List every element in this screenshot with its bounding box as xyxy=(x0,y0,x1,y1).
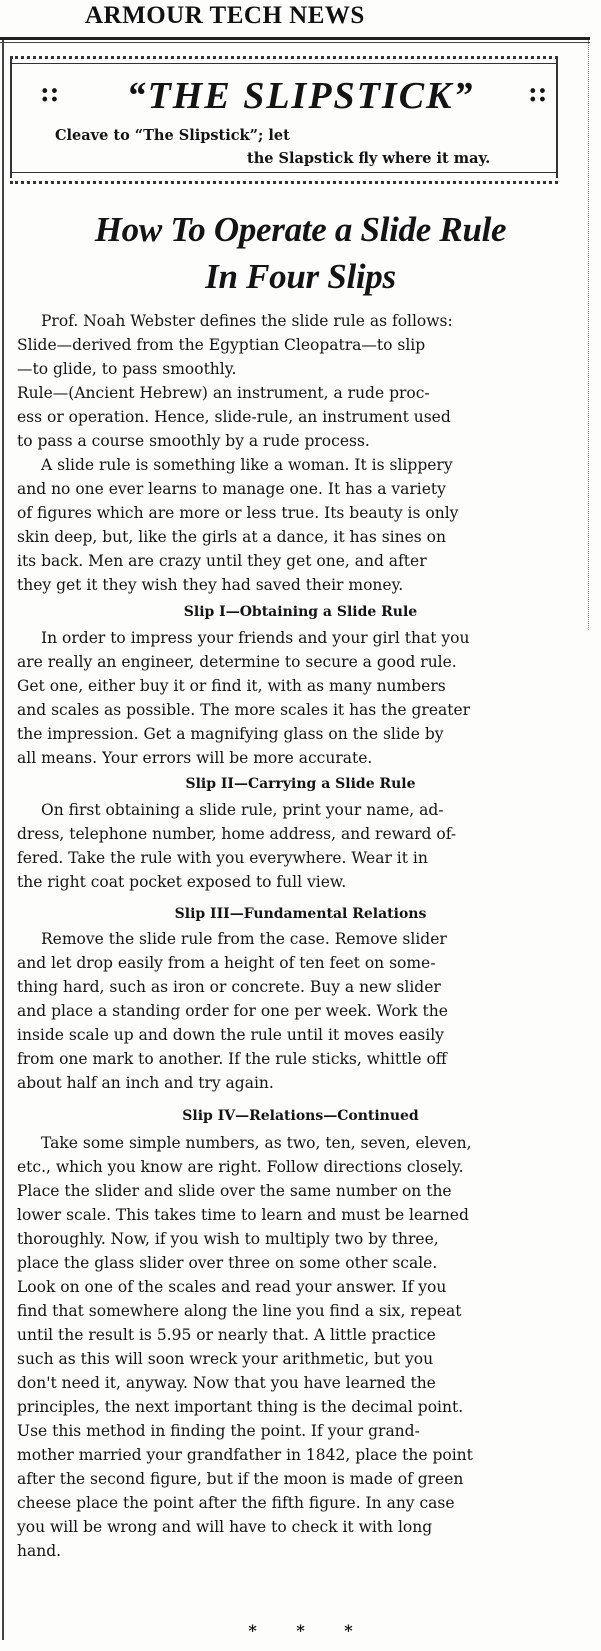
masthead: ARMOUR TECH NEWS xyxy=(85,2,365,29)
article-line: of figures which are more or less true. Its beauty is only xyxy=(17,504,459,522)
article-line: don't need it, anyway. Now that you have learned the xyxy=(17,1374,436,1392)
article-line: all means. Your errors will be more accurate. xyxy=(17,749,373,767)
box-divider xyxy=(10,63,558,64)
article-line: Rule—(Ancient Hebrew) an instrument, a rude proc- xyxy=(17,384,430,402)
article-line: you will be wrong and will have to check it with long xyxy=(17,1518,433,1536)
article-line: Remove the slide rule from the case. Remove slider xyxy=(41,930,447,948)
article-line: and let drop easily from a height of ten feet on some- xyxy=(17,954,436,972)
article-line: etc., which you know are right. Follow directions closely. xyxy=(17,1158,464,1176)
article-line: to pass a course smoothly by a rude process. xyxy=(17,432,370,450)
slip-heading: Slip II—Carrying a Slide Rule xyxy=(185,776,416,792)
article-line: are really an engineer, determine to secure a good rule. xyxy=(17,653,457,671)
article-line: until the result is 5.95 or nearly that. A little practice xyxy=(17,1326,436,1344)
article-line: place the glass slider over three on some other scale. xyxy=(17,1254,438,1272)
article-line: thing hard, such as iron or concrete. Buy a new slider xyxy=(17,978,441,996)
slip-heading: Slip IV—Relations—Continued xyxy=(182,1108,419,1124)
article-line: Place the slider and slide over the same number on the xyxy=(17,1182,452,1200)
article-line: Get one, either buy it or find it, with as many numbers xyxy=(17,677,446,695)
column-motto-line: the Slapstick fly where it may. xyxy=(247,150,491,167)
column-motto-line: Cleave to “The Slipstick”; let xyxy=(55,127,290,144)
article-line: ess or operation. Hence, slide-rule, an instrument used xyxy=(17,408,451,426)
article-line: find that somewhere along the line you find a six, repeat xyxy=(17,1302,462,1320)
article-line: about half an inch and try again. xyxy=(17,1074,274,1092)
headline-line: In Four Slips xyxy=(205,257,396,296)
article-line: the right coat pocket exposed to full view. xyxy=(17,873,347,891)
article-line: On first obtaining a slide rule, print your name, ad- xyxy=(41,801,444,819)
article-line: cheese place the point after the fifth figure. In any case xyxy=(17,1494,455,1512)
article-line: from one mark to another. If the rule sticks, whittle off xyxy=(17,1050,447,1068)
article-line: thoroughly. Now, if you wish to multiply two by three, xyxy=(17,1230,439,1248)
slip-heading: Slip I—Obtaining a Slide Rule xyxy=(183,604,418,620)
column-border-right xyxy=(588,40,589,630)
article-line: and scales as possible. The more scales it has the greater xyxy=(17,701,471,719)
article-line: they get it they wish they had saved their money. xyxy=(17,576,404,594)
article-line: and place a standing order for one per week. Work the xyxy=(17,1002,448,1020)
slip-heading: Slip III—Fundamental Relations xyxy=(174,906,427,922)
article-line: Look on one of the scales and read your answer. If you xyxy=(17,1278,447,1296)
article-line: A slide rule is something like a woman. It is slippery xyxy=(41,456,453,474)
masthead-rule xyxy=(0,37,590,40)
article-line: —to glide, to pass smoothly. xyxy=(17,360,237,378)
article-line: after the second figure, but if the moon is made of green xyxy=(17,1470,464,1488)
article-line: fered. Take the rule with you everywhere. Wear it in xyxy=(17,849,428,867)
article-headline xyxy=(0,206,601,300)
article-line: hand. xyxy=(17,1542,62,1560)
article-line: and no one ever learns to manage one. It has a variety xyxy=(17,480,446,498)
article-line: Prof. Noah Webster defines the slide rule as follows: xyxy=(41,312,453,330)
ornament-right: :: xyxy=(528,78,548,108)
article-line: such as this will soon wreck your arithmetic, but you xyxy=(17,1350,434,1368)
end-mark: * * * xyxy=(248,1621,353,1640)
article-line: mother married your grandfather in 1842, place the point xyxy=(17,1446,473,1464)
article-line: skin deep, but, like the girls at a dance, it has sines on xyxy=(17,528,446,546)
article-line: Take some simple numbers, as two, ten, seven, eleven, xyxy=(41,1134,472,1152)
article-line: lower scale. This takes time to learn and must be learned xyxy=(17,1206,469,1224)
headline-line: How To Operate a Slide Rule xyxy=(94,210,507,249)
article-line: Use this method in finding the point. If your grand- xyxy=(17,1422,420,1440)
article-line: dress, telephone number, home address, and reward of- xyxy=(17,825,457,843)
article-line: its back. Men are crazy until they get one, and after xyxy=(17,552,427,570)
column-title: “THE SLIPSTICK” xyxy=(126,75,475,117)
article-line: the impression. Get a magnifying glass on the slide by xyxy=(17,725,444,743)
box-divider xyxy=(10,172,558,173)
article-line: Slide—derived from the Egyptian Cleopatra—to slip xyxy=(17,336,426,354)
ornament-left: :: xyxy=(40,78,60,108)
masthead-rule-thin xyxy=(0,42,590,43)
article-line: inside scale up and down the rule until it moves easily xyxy=(17,1026,444,1044)
article-line: In order to impress your friends and your girl that you xyxy=(41,629,470,647)
article-line: principles, the next important thing is the decimal point. xyxy=(17,1398,464,1416)
